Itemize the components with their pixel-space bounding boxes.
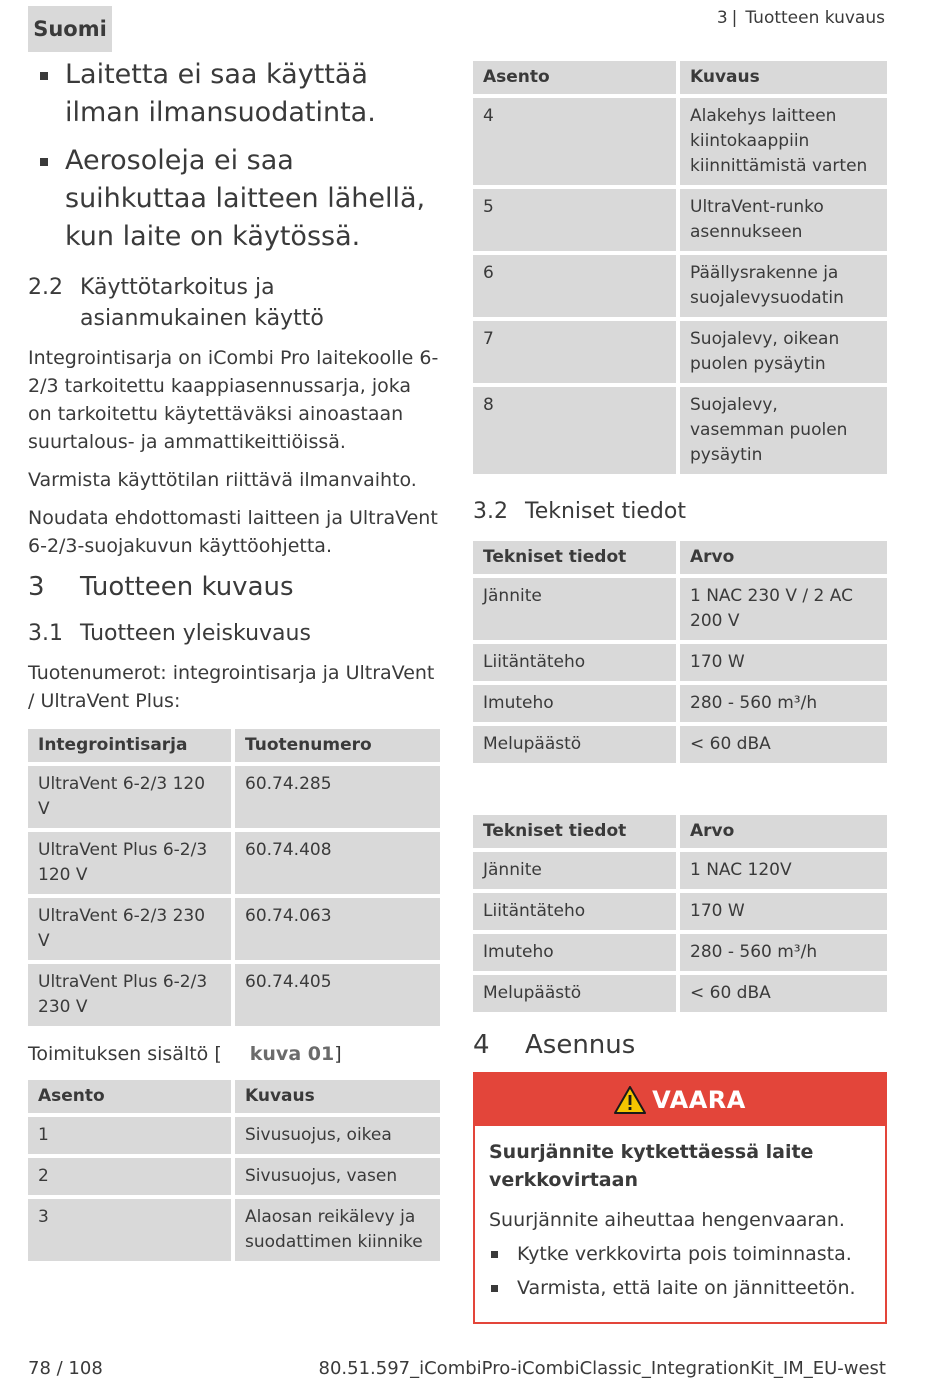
danger-header [475,1074,885,1126]
table-row [473,255,887,317]
table-cell: UltraVent 6-2/3 230 V [28,898,231,960]
table-cell: 1 [28,1117,231,1154]
heading-3-1 [28,618,440,649]
table-header: Tuotenumero [235,729,440,762]
table-cell: 60.74.408 [235,832,440,894]
table-row [28,1199,440,1261]
table-row [473,685,887,722]
table-cell: 280 - 560 m³/h [680,685,887,722]
table-cell: Jännite [473,852,676,889]
table-row [473,934,887,971]
table-row [28,964,440,1026]
table-header-row [473,541,887,574]
table-cell: < 60 dBA [680,726,887,763]
table-header-row [28,729,440,762]
table-row [28,1117,440,1154]
table-header: Integrointisarja [28,729,231,762]
danger-body [475,1126,885,1322]
table-cell: Jännite [473,578,676,640]
danger-step: Kytke verkkovirta pois toiminnasta. [489,1240,871,1268]
table-cell: 1 NAC 230 V / 2 AC 200 V [680,578,887,640]
table-row [473,189,887,251]
table-header-row [473,815,887,848]
table-cell: Sivusuojus, vasen [235,1158,440,1195]
heading-3 [28,570,440,604]
left-column [28,56,440,1265]
table-cell: 60.74.063 [235,898,440,960]
table-cell: Suojalevy, vasemman puolen pysäytin [680,387,887,474]
heading-number: 3 [28,572,45,602]
products-table [24,725,444,1030]
heading-4 [473,1028,887,1062]
danger-step: Varmista, että laite on jännitteetön. [489,1274,871,1302]
heading-number: 4 [473,1030,490,1060]
table-cell: 3 [28,1199,231,1261]
table-cell: 60.74.405 [235,964,440,1026]
heading-number: 2.2 [28,275,63,300]
danger-title: Suurjännite kytkettäessä laite verkkovirtaan [489,1141,814,1191]
table-cell: UltraVent-runko asennukseen [680,189,887,251]
running-header-title: Tuotteen kuvaus [745,8,885,28]
table-row [28,1158,440,1195]
table-cell: 8 [473,387,676,474]
table-cell: Liitäntäteho [473,644,676,681]
table-header: Arvo [680,815,887,848]
table-cell: 7 [473,321,676,383]
table-header: Arvo [680,541,887,574]
table-cell: Sivusuojus, oikea [235,1117,440,1154]
danger-notice [473,1072,887,1324]
table-cell: Imuteho [473,934,676,971]
danger-consequence: Suurjännite aiheuttaa hengenvaaran. [489,1209,845,1231]
table-header: Asento [28,1080,231,1113]
document-id: 80.51.597_iCombiPro-iCombiClassic_IntegrationKit_IM_EU-west [318,1358,886,1379]
table-header: Asento [473,61,676,94]
table-cell: Melupäästö [473,975,676,1012]
tech-specs-table-120v [469,811,891,1016]
tech-specs-table-230v [469,537,891,767]
table-cell: 4 [473,98,676,185]
figure-reference-link[interactable]: kuva 01 [249,1043,335,1065]
table-row [473,387,887,474]
table-row [473,893,887,930]
safety-bullet: Aerosoleja ei saa suihkuttaa laitteen lähellä, kun laite on käytössä. [28,142,440,256]
table-header-row [473,61,887,94]
table-cell: UltraVent 6-2/3 120 V [28,766,231,828]
table-cell: Liitäntäteho [473,893,676,930]
heading-3-2 [473,496,887,527]
heading-number: 3.1 [28,621,63,646]
page-number: 78 / 108 [28,1358,103,1379]
paragraph: Tuotenumerot: integrointisarja ja UltraVent / UltraVent Plus: [28,662,435,712]
delivery-contents-line [28,1040,440,1068]
paragraph: Integrointisarja on iCombi Pro laitekoolle 6-2/3 tarkoitettu kaappiasennussarja, joka on tarkoitettu käytettäväksi ainoastaan suurtalous- ja ammattikeittiöissä. [28,347,439,453]
heading-title: Asennus [525,1030,636,1060]
table-cell: Imuteho [473,685,676,722]
table-cell: Alaosan reikälevy ja suodattimen kiinnike [235,1199,440,1261]
table-header: Tekniset tiedot [473,815,676,848]
table-cell: 170 W [680,644,887,681]
delivery-table [24,1076,444,1265]
safety-bullet-list [28,56,440,256]
table-header: Kuvaus [235,1080,440,1113]
table-row [473,975,887,1012]
table-row [28,832,440,894]
table-cell: 280 - 560 m³/h [680,934,887,971]
table-row [28,766,440,828]
table-cell: 2 [28,1158,231,1195]
table-row [473,578,887,640]
language-tab: Suomi [28,6,112,52]
right-column [473,57,887,1324]
heading-title: Tuotteen yleiskuvaus [80,621,311,646]
table-cell: Päällysrakenne ja suojalevysuodatin [680,255,887,317]
table-cell: UltraVent Plus 6-2/3 120 V [28,832,231,894]
delivery-label: Toimituksen sisältö [ [28,1043,222,1065]
heading-title: Käyttötarkoitus ja asianmukainen käyttö [80,275,324,331]
table-row [28,898,440,960]
table-cell: 5 [473,189,676,251]
table-cell: UltraVent Plus 6-2/3 230 V [28,964,231,1026]
running-header-number: 3 [716,8,728,28]
table-cell: 6 [473,255,676,317]
table-cell: 60.74.285 [235,766,440,828]
table-header: Kuvaus [680,61,887,94]
running-header: 3 | Tuotteen kuvaus [716,8,885,28]
table-row [473,726,887,763]
heading-2-2 [28,272,440,334]
warning-triangle-icon [614,1086,646,1114]
heading-title: Tuotteen kuvaus [80,572,294,602]
table-cell: < 60 dBA [680,975,887,1012]
table-row [473,852,887,889]
paragraph: Noudata ehdottomasti laitteen ja UltraVent 6-2/3-suojakuvun käyttöohjetta. [28,507,438,557]
table-cell: Alakehys laitteen kiintokaappiin kiinnittämistä varten [680,98,887,185]
danger-steps [489,1240,871,1302]
table-row [473,321,887,383]
delivery-table-continued [469,57,891,478]
table-row [473,644,887,681]
delivery-close: ] [334,1043,342,1065]
heading-title: Tekniset tiedot [525,499,686,524]
table-cell: Suojalevy, oikean puolen pysäytin [680,321,887,383]
table-cell: 1 NAC 120V [680,852,887,889]
table-header: Tekniset tiedot [473,541,676,574]
heading-number: 3.2 [473,499,508,524]
paragraph: Varmista käyttötilan riittävä ilmanvaihto. [28,469,417,491]
safety-bullet: Laitetta ei saa käyttää ilman ilmansuodatinta. [28,56,440,132]
danger-label: VAARA [652,1086,746,1114]
table-header-row [28,1080,440,1113]
table-cell: 170 W [680,893,887,930]
table-cell: Melupäästö [473,726,676,763]
table-row [473,98,887,185]
